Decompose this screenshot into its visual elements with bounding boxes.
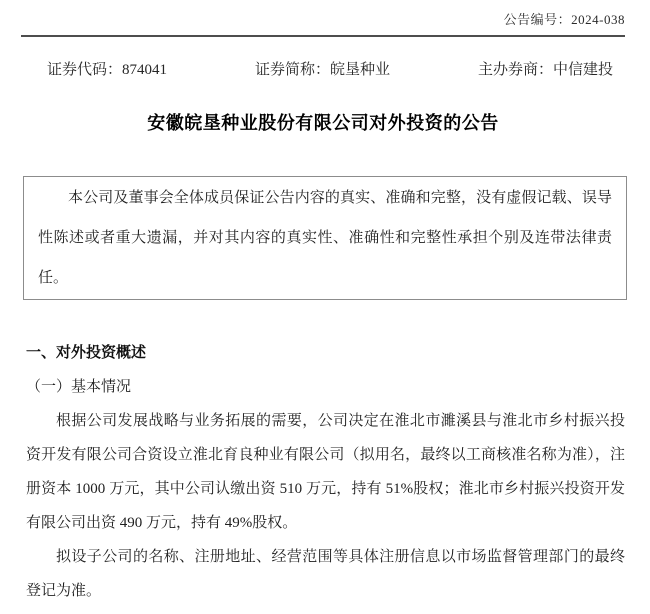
sponsor-broker-value: 中信建投 — [552, 62, 613, 78]
securities-code-value: 874041 — [122, 62, 168, 78]
securities-code-label: 证券代码： — [47, 62, 123, 78]
announcement-number-value: 2024-038 — [571, 12, 625, 27]
body-paragraph: 拟设子公司的名称、注册地址、经营范围等具体注册信息以市场监督管理部门的最终登记为准。 — [26, 549, 625, 599]
securities-info-row — [47, 58, 613, 79]
announcement-number — [0, 0, 650, 28]
securities-code — [47, 58, 167, 79]
body-paragraph: 根据公司发展战略与业务拓展的需要，公司决定在淮北市濉溪县与淮北市乡村振兴投资开发有限公司合资设立淮北育良种业有限公司（拟用名，最终以工商核准名称为准），注册资本 1000 万元，其中公司认缴出资 510 万元，持有 51%股权；淮北市乡村振兴投资开发有限公司出资 490 万元，持有 49%股权。 — [26, 413, 625, 531]
document-body — [26, 336, 625, 608]
header-divider — [21, 35, 625, 37]
subsection-heading: （一）基本情况 — [26, 379, 132, 395]
disclaimer-box — [23, 176, 627, 300]
disclaimer-text: 本公司及董事会全体成员保证公告内容的真实、准确和完整，没有虚假记载、误导性陈述或者重大遗漏，并对其内容的真实性、准确性和完整性承担个别及连带法律责任。 — [38, 190, 612, 286]
securities-short-name-label: 证券简称： — [254, 62, 330, 78]
announcement-number-label: 公告编号： — [503, 12, 572, 27]
securities-short-name-value: 皖垦种业 — [329, 62, 390, 78]
section-heading: 一、对外投资概述 — [26, 345, 147, 361]
sponsor-broker — [478, 58, 613, 79]
securities-short-name — [255, 58, 390, 79]
page-title: 安徽皖垦种业股份有限公司对外投资的公告 — [147, 113, 499, 133]
sponsor-broker-label: 主办券商： — [477, 62, 553, 78]
